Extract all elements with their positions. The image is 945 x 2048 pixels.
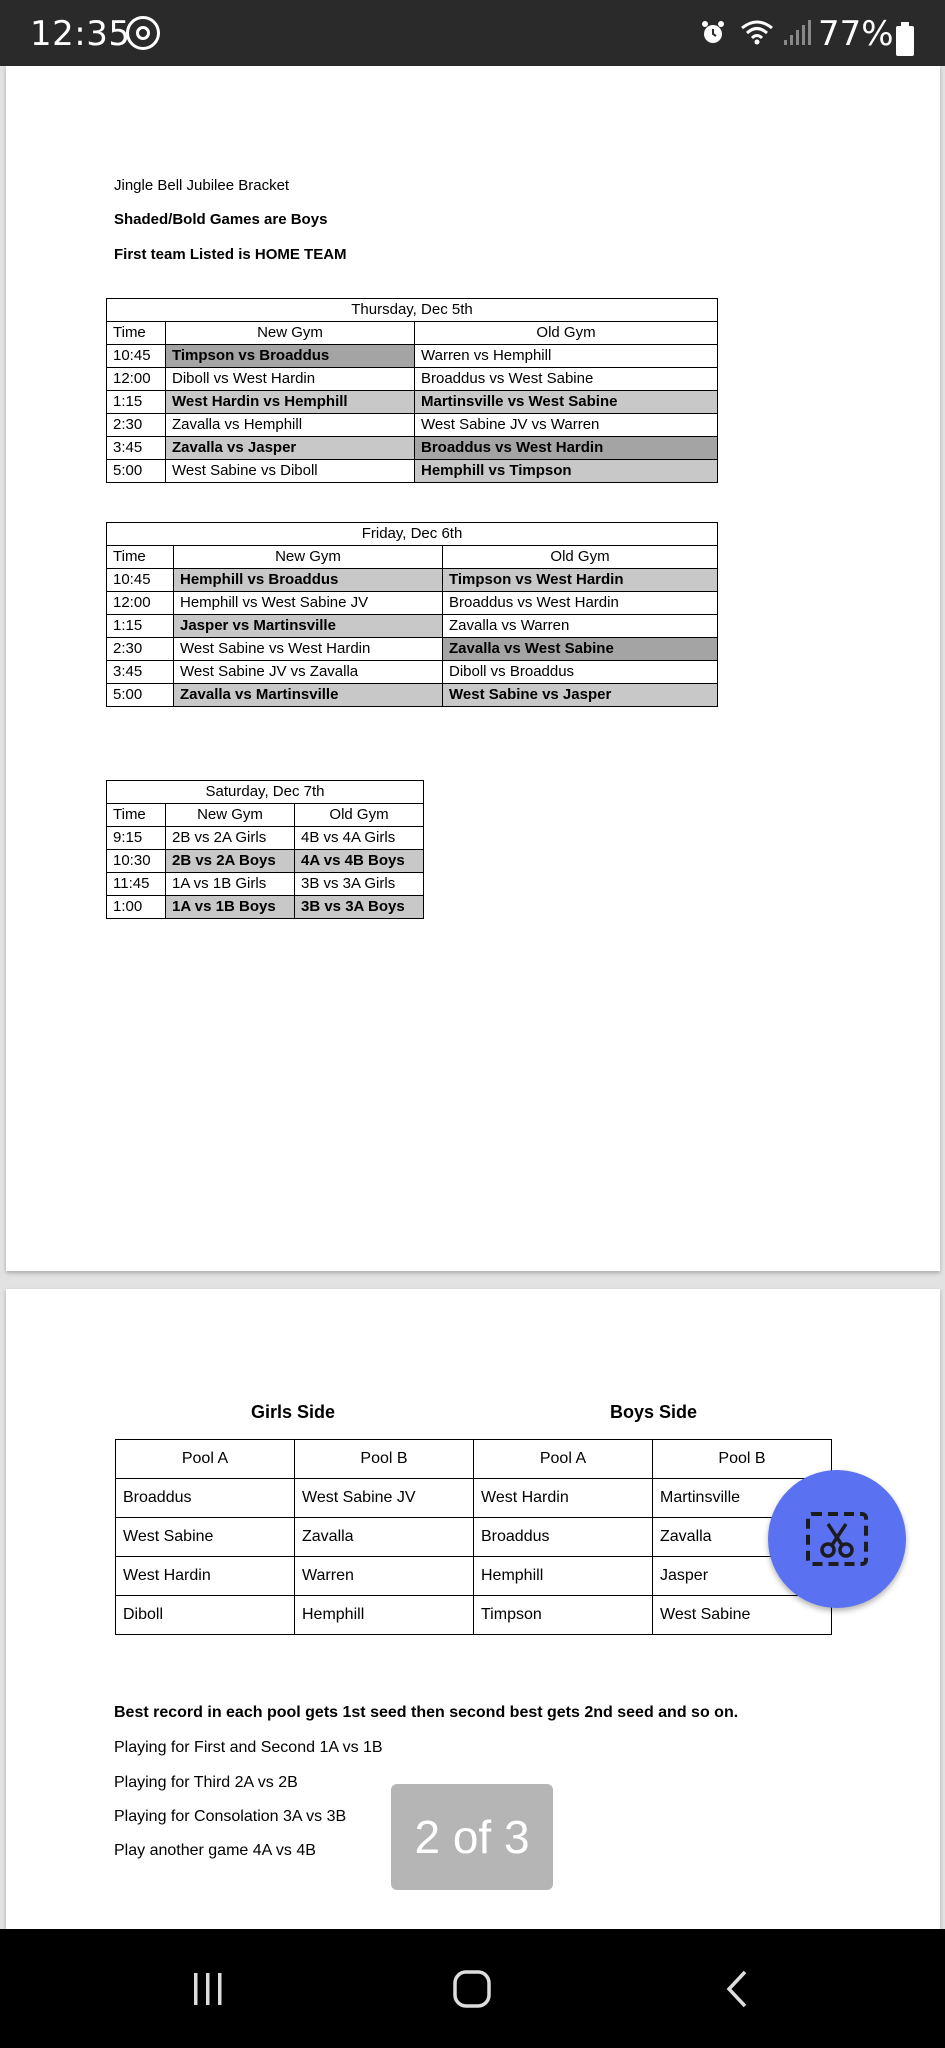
old-gym-cell: 4B vs 4A Girls: [295, 827, 424, 850]
new-gym-cell: West Sabine vs Diboll: [166, 460, 415, 483]
recents-button[interactable]: [148, 1929, 268, 2048]
old-gym-cell: Timpson vs West Hardin: [443, 569, 718, 592]
pool-cell: Broaddus: [116, 1479, 295, 1518]
pool-cell: West Sabine: [116, 1518, 295, 1557]
table-row: [116, 1479, 832, 1518]
recents-icon: [188, 1969, 228, 2009]
table-caption: Thursday, Dec 5th: [107, 299, 718, 322]
time-cell: 1:15: [107, 615, 174, 638]
table-row: [107, 592, 718, 615]
boys-note: Shaded/Bold Games are Boys: [114, 211, 328, 228]
table-row: [107, 615, 718, 638]
table-row: [107, 345, 718, 368]
pool-header: Pool B: [295, 1440, 474, 1479]
table-row: [107, 437, 718, 460]
table-header: New Gym: [166, 322, 415, 345]
status-bar: [0, 0, 945, 66]
girls-side-label: Girls Side: [251, 1402, 336, 1422]
table-row: [107, 661, 718, 684]
pool-cell: Diboll: [116, 1596, 295, 1635]
old-gym-cell: Zavalla vs Warren: [443, 615, 718, 638]
table-header: Old Gym: [295, 804, 424, 827]
pool-cell: West Sabine: [653, 1596, 832, 1635]
old-gym-cell: Hemphill vs Timpson: [415, 460, 718, 483]
saturday-schedule-table: [106, 780, 424, 919]
new-gym-cell: West Hardin vs Hemphill: [166, 391, 415, 414]
new-gym-cell: West Sabine JV vs Zavalla: [174, 661, 443, 684]
new-gym-cell: Hemphill vs West Sabine JV: [174, 592, 443, 615]
table-row: [107, 827, 424, 850]
pool-cell: Warren: [295, 1557, 474, 1596]
home-icon: [452, 1969, 492, 2009]
table-header: Old Gym: [415, 322, 718, 345]
table-row: [107, 850, 424, 873]
new-gym-cell: Hemphill vs Broaddus: [174, 569, 443, 592]
table-header: Time: [107, 322, 166, 345]
table-row: [107, 391, 718, 414]
old-gym-cell: Broaddus vs West Hardin: [415, 437, 718, 460]
page-indicator: 2 of 3: [391, 1784, 553, 1890]
new-gym-cell: Diboll vs West Hardin: [166, 368, 415, 391]
table-row: [107, 896, 424, 919]
table-header: Old Gym: [443, 546, 718, 569]
pool-cell: West Sabine JV: [295, 1479, 474, 1518]
time-cell: 5:00: [107, 684, 174, 707]
new-gym-cell: West Sabine vs West Hardin: [174, 638, 443, 661]
new-gym-cell: Zavalla vs Martinsville: [174, 684, 443, 707]
pool-cell: Zavalla: [295, 1518, 474, 1557]
document-page-1: [6, 66, 940, 1271]
seed-note: Best record in each pool gets 1st seed then second best gets 2nd seed and so on.: [114, 1704, 739, 1721]
table-header: New Gym: [166, 804, 295, 827]
new-gym-cell: Zavalla vs Jasper: [166, 437, 415, 460]
table-header: New Gym: [174, 546, 443, 569]
back-icon: [718, 1969, 758, 2009]
old-gym-cell: Diboll vs Broaddus: [443, 661, 718, 684]
table-row: [107, 638, 718, 661]
pool-cell: Jasper: [653, 1557, 832, 1596]
table-row: [107, 368, 718, 391]
time-cell: 11:45: [107, 873, 166, 896]
table-row: [107, 414, 718, 437]
time-cell: 5:00: [107, 460, 166, 483]
old-gym-cell: Zavalla vs West Sabine: [443, 638, 718, 661]
old-gym-cell: 3B vs 3A Boys: [295, 896, 424, 919]
alarm-icon: [700, 20, 726, 46]
pool-cell: Martinsville: [653, 1479, 832, 1518]
playoff-line: Playing for Consolation 3A vs 3B: [114, 1808, 347, 1825]
time-cell: 2:30: [107, 638, 174, 661]
home-button[interactable]: [412, 1929, 532, 2048]
time-cell: 2:30: [107, 414, 166, 437]
new-gym-cell: Jasper vs Martinsville: [174, 615, 443, 638]
pool-cell: Hemphill: [474, 1557, 653, 1596]
new-gym-cell: Zavalla vs Hemphill: [166, 414, 415, 437]
boys-side-label: Boys Side: [610, 1402, 698, 1422]
screenshot-crop-icon: [804, 1506, 870, 1572]
time-cell: 10:30: [107, 850, 166, 873]
pool-header: Pool A: [116, 1440, 295, 1479]
old-gym-cell: West Sabine JV vs Warren: [415, 414, 718, 437]
table-header: Time: [107, 546, 174, 569]
time-cell: 12:00: [107, 592, 174, 615]
battery-percent: 77%: [818, 14, 894, 54]
thursday-schedule-table: [106, 298, 718, 483]
old-gym-cell: 3B vs 3A Girls: [295, 873, 424, 896]
navigation-bar: [0, 1929, 945, 2048]
time-cell: 1:15: [107, 391, 166, 414]
pools-table: [115, 1439, 832, 1635]
back-button[interactable]: [678, 1929, 798, 2048]
new-gym-cell: 2B vs 2A Girls: [166, 827, 295, 850]
sync-icon: [126, 16, 160, 50]
home-team-note: First team Listed is HOME TEAM: [114, 246, 347, 263]
pool-header: Pool B: [653, 1440, 832, 1479]
status-time: 12:35: [30, 14, 131, 54]
old-gym-cell: Warren vs Hemphill: [415, 345, 718, 368]
pool-cell: West Hardin: [474, 1479, 653, 1518]
old-gym-cell: Broaddus vs West Sabine: [415, 368, 718, 391]
time-cell: 10:45: [107, 569, 174, 592]
table-row: [116, 1557, 832, 1596]
new-gym-cell: 1A vs 1B Boys: [166, 896, 295, 919]
time-cell: 12:00: [107, 368, 166, 391]
old-gym-cell: Broaddus vs West Hardin: [443, 592, 718, 615]
time-cell: 3:45: [107, 437, 166, 460]
old-gym-cell: West Sabine vs Jasper: [443, 684, 718, 707]
bracket-title: Jingle Bell Jubilee Bracket: [114, 177, 290, 194]
pool-cell: Timpson: [474, 1596, 653, 1635]
table-row: [116, 1518, 832, 1557]
time-cell: 3:45: [107, 661, 174, 684]
table-caption: Friday, Dec 6th: [107, 523, 718, 546]
table-row: [107, 569, 718, 592]
playoff-line: Play another game 4A vs 4B: [114, 1842, 316, 1859]
playoff-line: Playing for Third 2A vs 2B: [114, 1774, 298, 1791]
time-cell: 9:15: [107, 827, 166, 850]
new-gym-cell: 1A vs 1B Girls: [166, 873, 295, 896]
table-row: [107, 684, 718, 707]
old-gym-cell: 4A vs 4B Boys: [295, 850, 424, 873]
pool-header: Pool A: [474, 1440, 653, 1479]
old-gym-cell: Martinsville vs West Sabine: [415, 391, 718, 414]
wifi-icon: [740, 18, 774, 46]
battery-icon: [896, 22, 914, 56]
friday-schedule-table: [106, 522, 718, 707]
pool-cell: Zavalla: [653, 1518, 832, 1557]
new-gym-cell: 2B vs 2A Boys: [166, 850, 295, 873]
screenshot-crop-button[interactable]: [768, 1470, 906, 1608]
table-caption: Saturday, Dec 7th: [107, 781, 424, 804]
table-row: [116, 1596, 832, 1635]
table-row: [107, 460, 718, 483]
pool-cell: Broaddus: [474, 1518, 653, 1557]
new-gym-cell: Timpson vs Broaddus: [166, 345, 415, 368]
time-cell: 1:00: [107, 896, 166, 919]
table-row: [107, 873, 424, 896]
table-header: Time: [107, 804, 166, 827]
playoff-line: Playing for First and Second 1A vs 1B: [114, 1739, 383, 1756]
pool-cell: West Hardin: [116, 1557, 295, 1596]
signal-icon: [782, 20, 812, 46]
pool-cell: Hemphill: [295, 1596, 474, 1635]
time-cell: 10:45: [107, 345, 166, 368]
